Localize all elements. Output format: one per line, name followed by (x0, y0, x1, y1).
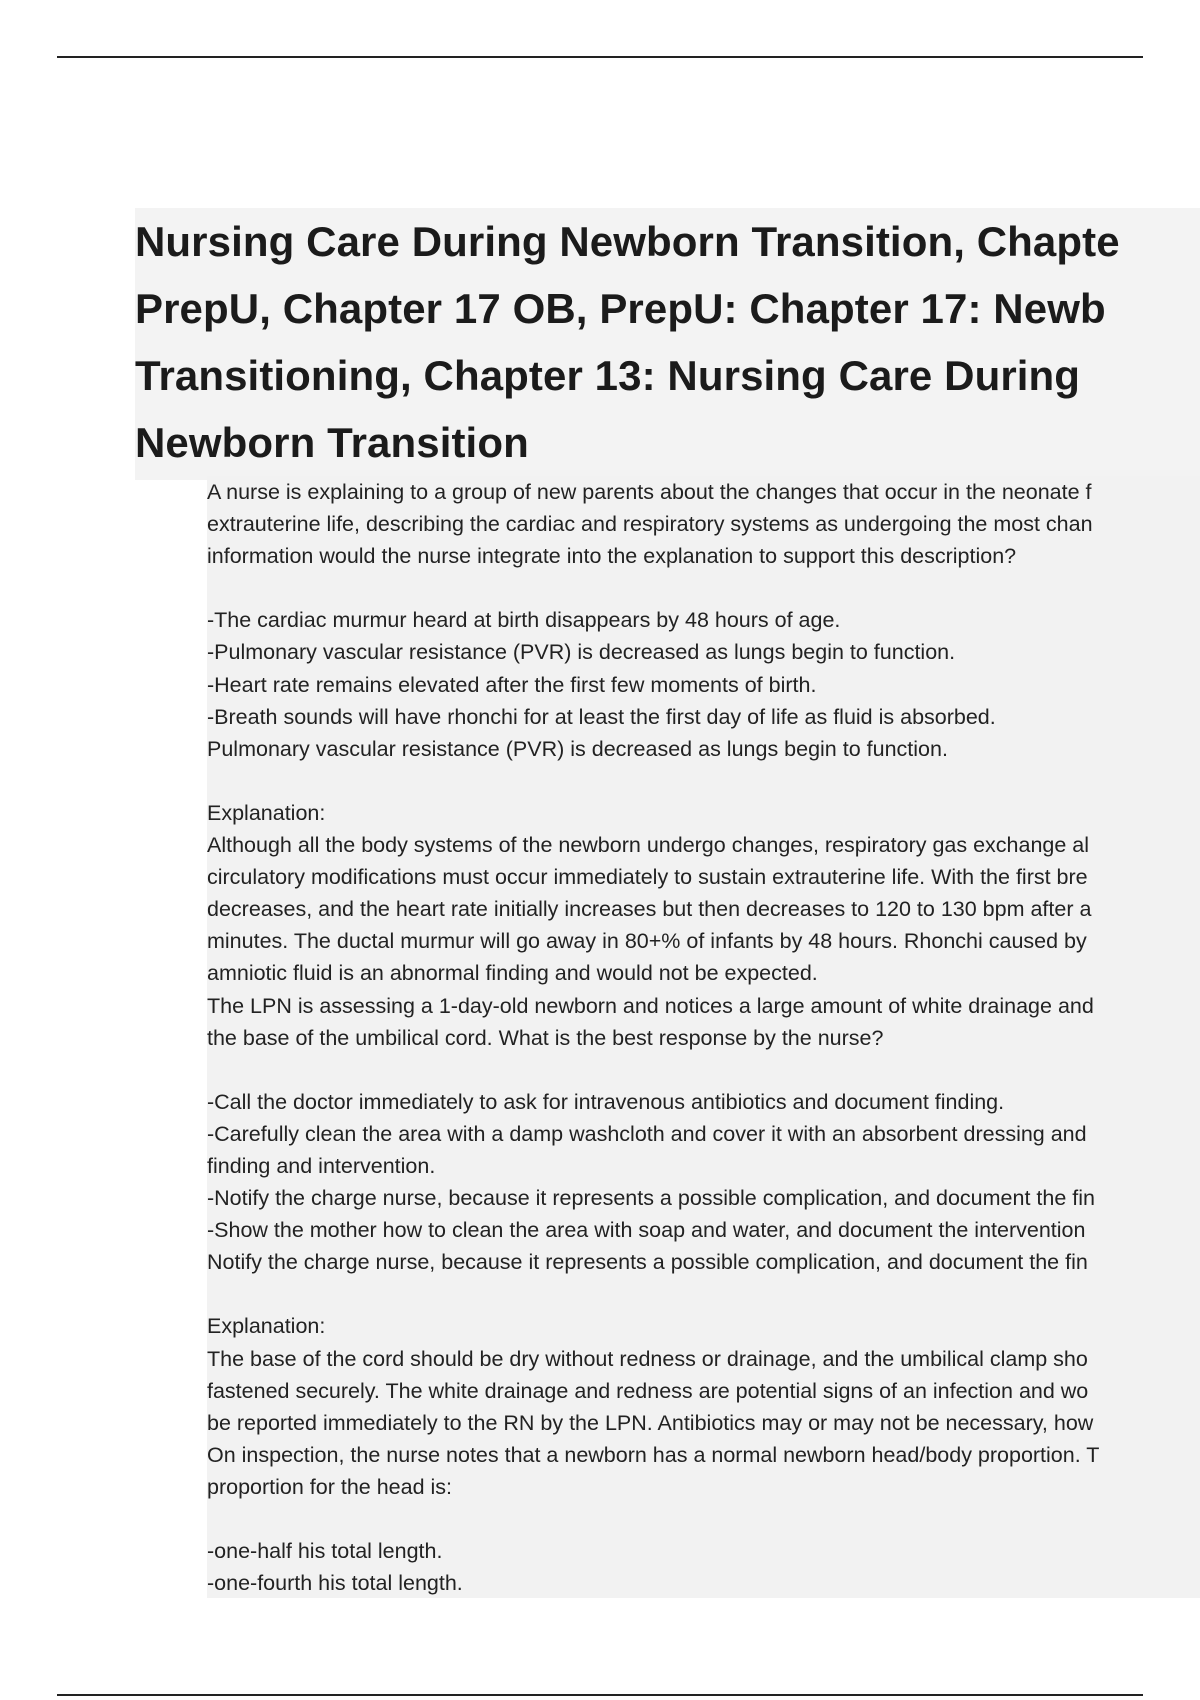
answer-option: finding and intervention. (207, 1153, 436, 1178)
blank-line (207, 1278, 1200, 1310)
question-text-line: proportion for the head is: (207, 1474, 453, 1499)
blank-line (207, 765, 1200, 797)
correct-answer: Notify the charge nurse, because it represents a possible complication, and document the fin (207, 1250, 1088, 1275)
answer-option: -Call the doctor immediately to ask for intravenous antibiotics and document finding. (207, 1089, 1005, 1114)
question-text-line: the base of the umbilical cord. What is the best response by the nurse? (207, 1025, 884, 1050)
title-line: PrepU, Chapter 17 OB, PrepU: Chapter 17: Newb (135, 285, 1106, 332)
question-text-line: A nurse is explaining to a group of new parents about the changes that occur in the neonate f (207, 480, 1092, 504)
title-line: Newborn Transition (135, 419, 529, 466)
explanation-text-line: Although all the body systems of the newborn undergo changes, respiratory gas exchange al (207, 833, 1090, 858)
answer-option: -one-fourth his total length. (207, 1571, 463, 1596)
explanation-text-line: be reported immediately to the RN by the LPN. Antibiotics may or may not be necessary, how (207, 1410, 1094, 1435)
explanation-text-line: decreases, and the heart rate initially increases but then decreases to 120 to 130 bpm after a (207, 897, 1092, 922)
correct-answer: Pulmonary vascular resistance (PVR) is decreased as lungs begin to function. (207, 736, 948, 761)
question-text-line: On inspection, the nurse notes that a newborn has a normal newborn head/body proportion. T (207, 1442, 1100, 1467)
answer-option: -The cardiac murmur heard at birth disappears by 48 hours of age. (207, 608, 841, 633)
bottom-divider-line (57, 1694, 1143, 1696)
explanation-text-line: circulatory modifications must occur immediately to sustain extrauterine life. With the first bre (207, 865, 1088, 890)
answer-option: -one-half his total length. (207, 1539, 443, 1564)
answer-option: -Carefully clean the area with a damp washcloth and cover it with an absorbent dressing and (207, 1121, 1087, 1146)
top-divider-line (57, 56, 1143, 58)
document-title (135, 208, 1200, 476)
explanation-label: Explanation: (207, 800, 326, 825)
answer-option: -Pulmonary vascular resistance (PVR) is decreased as lungs begin to function. (207, 640, 956, 665)
blank-line (207, 1503, 1200, 1535)
title-line: Transitioning, Chapter 13: Nursing Care During (135, 352, 1081, 399)
explanation-label: Explanation: (207, 1314, 326, 1339)
flashcard-content (207, 476, 1200, 1598)
title-line: Nursing Care During Newborn Transition, Chapte (135, 218, 1120, 265)
question-block-3 (207, 1439, 1200, 1598)
blank-line (207, 572, 1200, 604)
answer-option: -Breath sounds will have rhonchi for at least the first day of life as fluid is absorbed. (207, 704, 996, 729)
question-text-line: The LPN is assessing a 1-day-old newborn and notices a large amount of white drainage and (207, 993, 1094, 1018)
question-text-line: information would the nurse integrate into the explanation to support this description? (207, 544, 1017, 569)
blank-line (207, 1054, 1200, 1086)
explanation-text-line: minutes. The ductal murmur will go away in 80+% of infants by 48 hours. Rhonchi caused by (207, 929, 1087, 954)
document-title-block (135, 208, 1200, 480)
answer-option: -Show the mother how to clean the area with soap and water, and document the intervention (207, 1218, 1086, 1243)
answer-option: -Notify the charge nurse, because it represents a possible complication, and document the fin (207, 1186, 1095, 1211)
explanation-text-line: fastened securely. The white drainage and redness are potential signs of an infection and wo (207, 1378, 1089, 1403)
question-block-2 (207, 990, 1200, 1439)
question-text-line: extrauterine life, describing the cardiac and respiratory systems as undergoing the most chan (207, 512, 1093, 537)
question-block-1 (207, 476, 1200, 990)
explanation-text-line: The base of the cord should be dry without redness or drainage, and the umbilical clamp sho (207, 1346, 1088, 1371)
explanation-text-line: amniotic fluid is an abnormal finding and would not be expected. (207, 961, 818, 986)
answer-option: -Heart rate remains elevated after the first few moments of birth. (207, 672, 817, 697)
